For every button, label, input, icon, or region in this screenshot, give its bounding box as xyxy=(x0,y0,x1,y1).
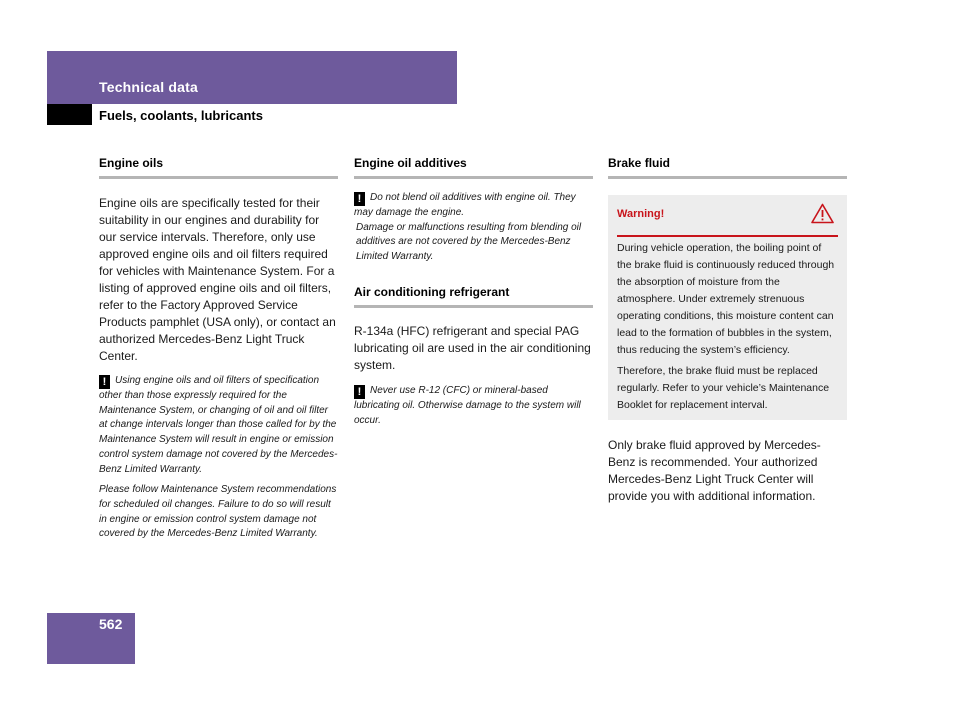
exclamation-box-icon: ! xyxy=(354,385,365,399)
exclamation-box-icon: ! xyxy=(99,375,110,389)
brake-fluid-heading: Brake fluid xyxy=(608,156,847,179)
ac-refrigerant-caution-text: Never use R-12 (CFC) or mineral-based lubricating oil. Otherwise damage to the system will occur. xyxy=(354,384,581,426)
warning-text-boiling-point: During vehicle operation, the boiling point of the brake fluid is continuously reduced through the absorption of moisture from the atmosphere. Under extremely strenuous operating conditions, this moisture content can lead to the formation of bubbles in the system, thus reducing the system’s efficiency. xyxy=(617,242,835,356)
warning-text-replacement: Therefore, the brake fluid must be replaced regularly. Refer to your vehicle’s Maintenance Booklet for replacement interval. xyxy=(617,365,830,411)
section-title: Technical data xyxy=(99,79,199,95)
additives-column xyxy=(354,156,593,428)
warning-label: Warning! xyxy=(617,208,665,220)
section-subtitle: Fuels, coolants, lubricants xyxy=(99,108,263,123)
warning-box xyxy=(608,195,847,420)
engine-oils-body: Engine oils are specifically tested for their suitability in our engines and durability for our service intervals. Therefore, only use approved engine oils and oil filters required for vehicles with Maintenance System. For a listing of approved engine oils and oil filters, refer to the Factory Approved Service Products pamphlet (USA only), or contact an authorized Mercedes-Benz Light Truck Center. xyxy=(99,196,336,363)
section-marker-tab xyxy=(47,104,92,125)
brake-fluid-column xyxy=(608,156,847,505)
engine-oil-additives-heading: Engine oil additives xyxy=(354,156,593,179)
engine-oils-caution-note xyxy=(99,374,338,477)
page-number: 562 xyxy=(99,616,123,632)
engine-oils-caution-text: Using engine oils and oil filters of specification other than those expressly required for the Maintenance System, or changing of oil and oil filter at change intervals longer than those called for by the Maintenance System will result in engine or emission control system damage not covered by the Mercedes-Benz Limited Warranty. xyxy=(99,375,338,475)
ac-refrigerant-heading: Air conditioning refrigerant xyxy=(354,285,593,308)
engine-oils-maintenance-note: Please follow Maintenance System recommendations for scheduled oil changes. Failure to do so will result in engine or emission control system damage not covered by the Mercedes-Benz Limited Warranty. xyxy=(99,484,337,540)
engine-oils-column xyxy=(99,156,338,542)
additives-caution-text: Do not blend oil additives with engine oil. They may damage the engine. xyxy=(354,192,576,218)
brake-fluid-body: Only brake fluid approved by Mercedes-Benz is recommended. Your authorized Mercedes-Benz Light Truck Center will provide you with additional information. xyxy=(608,438,821,503)
exclamation-box-icon: ! xyxy=(354,192,365,206)
ac-refrigerant-body: R-134a (HFC) refrigerant and special PAG lubricating oil are used in the air conditioning system. xyxy=(354,323,591,372)
ac-refrigerant-caution-note xyxy=(354,384,593,428)
engine-oils-heading: Engine oils xyxy=(99,156,338,179)
warning-triangle-icon xyxy=(811,203,834,224)
additives-caution-note xyxy=(354,191,593,221)
header-band xyxy=(47,51,457,104)
additives-warranty-note: Damage or malfunctions resulting from blending oil additives are not covered by the Mercedes-Benz Limited Warranty. xyxy=(356,221,582,263)
warning-header xyxy=(617,195,838,237)
